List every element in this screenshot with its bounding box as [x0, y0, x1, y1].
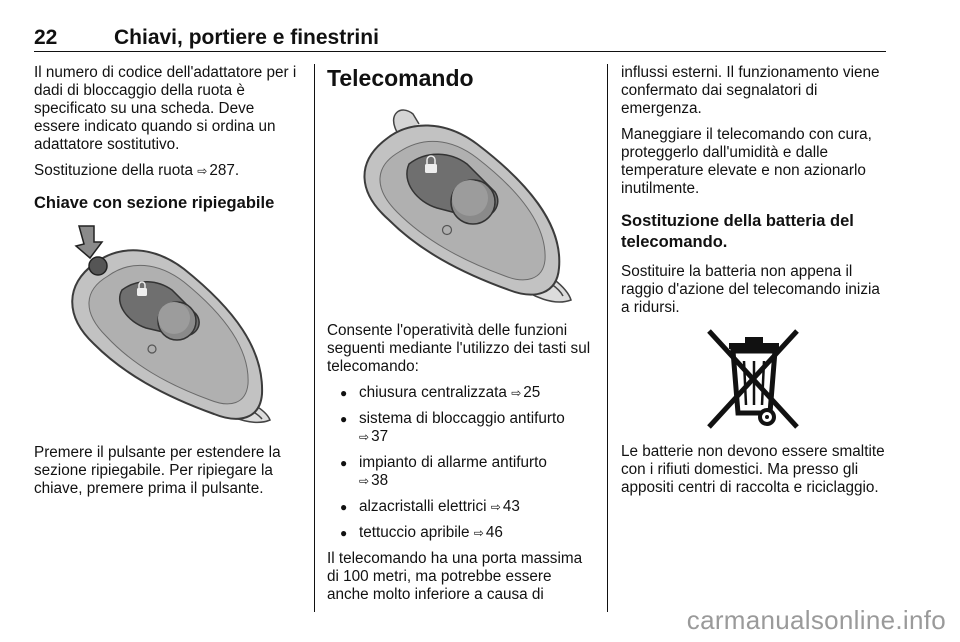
remote-functions-list — [327, 384, 595, 542]
page-link[interactable]: 25 — [523, 384, 541, 401]
crossed-bin-icon — [621, 325, 885, 433]
remote-functions-intro: Consente l'operatività delle funzioni seguenti mediante l'utilizzo dei tasti sul telecomando: — [327, 322, 591, 375]
page-link[interactable]: 43 — [502, 498, 520, 515]
page-number: 22 — [34, 26, 58, 49]
watermark: carmanualsonline.info — [686, 605, 946, 635]
external-influences-paragraph: influssi esterni. Il funzionamento viene confermato dai segnalatori di emergenza. — [621, 64, 880, 117]
page-link[interactable]: 37 — [371, 428, 389, 445]
column-3 — [621, 64, 889, 505]
list-item: ● alzacristalli elettrici ⇨ 43 — [327, 498, 595, 516]
list-item: ● chiusura centralizzata ⇨ 25 — [327, 384, 595, 402]
cross-reference-icon: ⇨ — [359, 430, 370, 444]
column-divider-1 — [314, 64, 315, 612]
cross-reference-icon: ⇨ — [490, 500, 501, 514]
folding-key-heading: Chiave con sezione ripiegabile — [34, 194, 275, 212]
cross-reference-icon: ⇨ — [473, 526, 484, 540]
battery-replacement-heading: Sostituzione della batteria del telecomando. — [621, 212, 854, 251]
cross-reference-icon: ⇨ — [511, 386, 522, 400]
column-divider-2 — [607, 64, 608, 612]
column-1 — [34, 64, 302, 506]
remote-range-paragraph: Il telecomando ha una porta massima di 100 metri, ma potrebbe essere anche molto inferiore a causa di — [327, 550, 583, 603]
cross-reference-icon: ⇨ — [197, 164, 208, 178]
battery-replacement-paragraph: Sostituire la batteria non appena il raggio d'azione del telecomando inizia a ridursi. — [621, 263, 880, 316]
list-item: ● impianto di allarme antifurto ⇨ 38 — [327, 454, 595, 490]
cross-reference-icon: ⇨ — [359, 474, 370, 488]
list-item: ● sistema di bloccaggio antifurto ⇨ 37 — [327, 410, 595, 446]
handling-care-paragraph: Maneggiare il telecomando con cura, proteggerlo dall'umidità e dalle temperature elevate e non azionarlo inutilmente. — [621, 126, 872, 197]
column-2 — [327, 64, 595, 612]
page-link[interactable]: 46 — [485, 524, 503, 541]
list-item: ● tettuccio apribile ⇨ 46 — [327, 524, 595, 542]
fold-instructions: Premere il pulsante per estendere la sezione ripiegabile. Per ripiegare la chiave, premere prima il pulsante. — [34, 444, 281, 497]
wheel-change-page-link[interactable]: 287. — [209, 162, 240, 179]
wheel-change-text: Sostituzione della ruota — [34, 162, 194, 179]
chapter-title: Chiavi, portiere e finestrini — [114, 26, 379, 49]
remote-key-icon — [327, 102, 591, 314]
wheel-change-reference — [34, 162, 302, 180]
battery-disposal-paragraph: Le batterie non devono essere smaltite con i rifiuti domestici. Ma presso gli appositi centri di raccolta e riciclaggio. — [621, 443, 885, 496]
header-divider — [34, 51, 886, 52]
adapter-code-paragraph: Il numero di codice dell'adattatore per i dadi di bloccaggio della ruota è specificato su una scheda. Deve essere indicato quando si ordina un adattatore sostitutivo. — [34, 64, 297, 153]
remote-control-heading: Telecomando — [327, 65, 474, 91]
page-header — [34, 26, 886, 52]
folding-key-icon — [34, 224, 298, 436]
page-link[interactable]: 38 — [371, 472, 389, 489]
